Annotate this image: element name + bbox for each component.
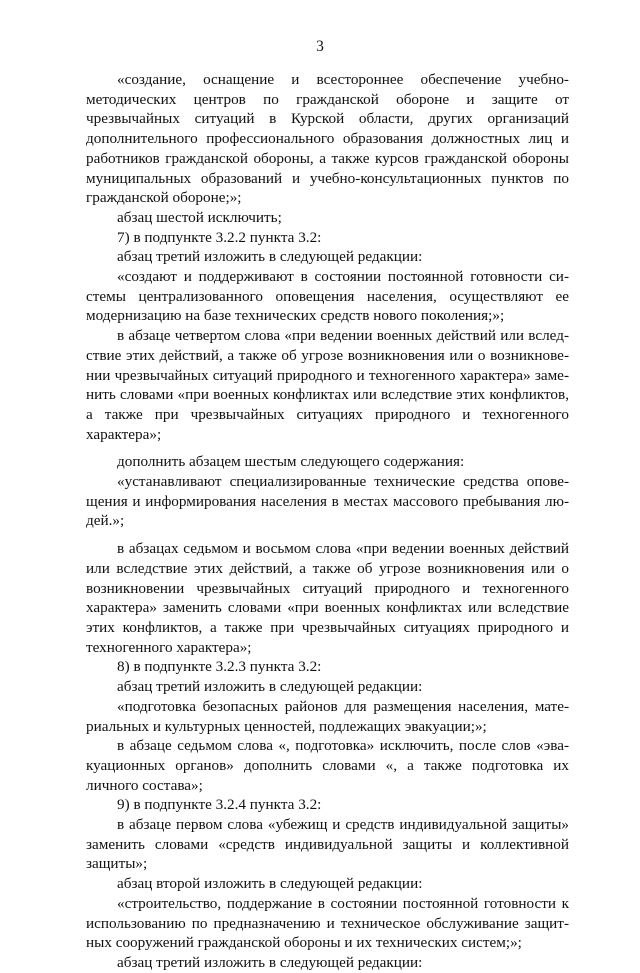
paragraph-item-8-heading: 8) в подпункте 3.2.3 пункта 3.2: — [117, 658, 322, 676]
document-body — [86, 70, 569, 973]
paragraph-warning-systems: «создают и поддерживают в состоянии постоянной готовности системы централизованного оповещения населения, осуществляют ее модернизацию на базе технических средств нового поколения;»; — [86, 268, 569, 325]
paragraph-protective-structures: «строительство, поддержание в состоянии постоянной готовности к использованию по предназначению и техническое обслуживание защитных сооружений гражданской обороны и их технических систем;»; — [86, 894, 569, 952]
paragraph-second-new-wording: абзац второй изложить в следующей редакции: — [117, 875, 423, 893]
paragraph-sixth-excluded: абзац шестой исключить; — [117, 208, 282, 226]
paragraph-third-new-wording: абзац третий изложить в следующей редакции: — [117, 248, 423, 266]
paragraph-educational-centers: «создание, оснащение и всестороннее обеспечение учебно-методических центров по гражданской обороне и защите от чрезвычайных ситуаций в Курской области, других организаций дополнительного профессионального образования должностных лиц и работников гражданской обороны, а также курсов гражданской обороны муниципальных образований и учебно-консультационных пунктов по гражданской обороне;»; — [86, 71, 569, 207]
page-number: 3 — [316, 38, 324, 55]
paragraph-add-sixth: дополнить абзацем шестым следующего содержания: — [117, 453, 465, 471]
paragraph-third-new-wording-2: абзац третий изложить в следующей редакции: — [117, 678, 423, 696]
paragraph-first-replace: в абзаце первом слова «убежищ и средств индивидуальной защиты» заменить словами «средств индивидуальной защиты и коллективной защиты»; — [86, 816, 569, 873]
paragraph-fourth-replace: в абзаце четвертом слова «при ведении военных действий или вследствие этих действий, а также об угрозе возникновения или о возникновении чрезвычайных ситуаций природного и техногенного характера» заменить словами «при военных конфликтах или вследствие этих конфликтов, а также при чрезвычайных ситуациях природного и техногенного характера»; — [86, 327, 569, 443]
paragraph-third-new-wording-3: абзац третий изложить в следующей редакции: — [117, 953, 423, 971]
paragraph-item-7-heading: 7) в подпункте 3.2.2 пункта 3.2: — [117, 228, 322, 246]
paragraph-safe-areas: «подготовка безопасных районов для размещения населения, материальных и культурных ценностей, подлежащих эвакуации;»; — [86, 697, 569, 735]
paragraph-item-9-heading: 9) в подпункте 3.2.4 пункта 3.2: — [117, 796, 322, 814]
paragraph-seventh-exclude: в абзаце седьмом слова «, подготовка» исключить, после слов «эвакуационных органов» дополнить словами «, а также подготовка их личного состава»; — [86, 737, 569, 794]
paragraph-seventh-eighth-replace: в абзацах седьмом и восьмом слова «при ведении военных действий или вследствие этих действий, а также об угрозе возникновения или о возникновении чрезвычайных ситуаций природного и техногенного характера» заменить словами «при военных конфликтах или вследствие этих конфликтов, а также при чрезвычайных ситуациях природного и техногенного характера»; — [86, 540, 569, 656]
paragraph-technical-means: «устанавливают специализированные технические средства оповещения и информирования населения в местах массового пребывания людей.»; — [86, 473, 569, 530]
